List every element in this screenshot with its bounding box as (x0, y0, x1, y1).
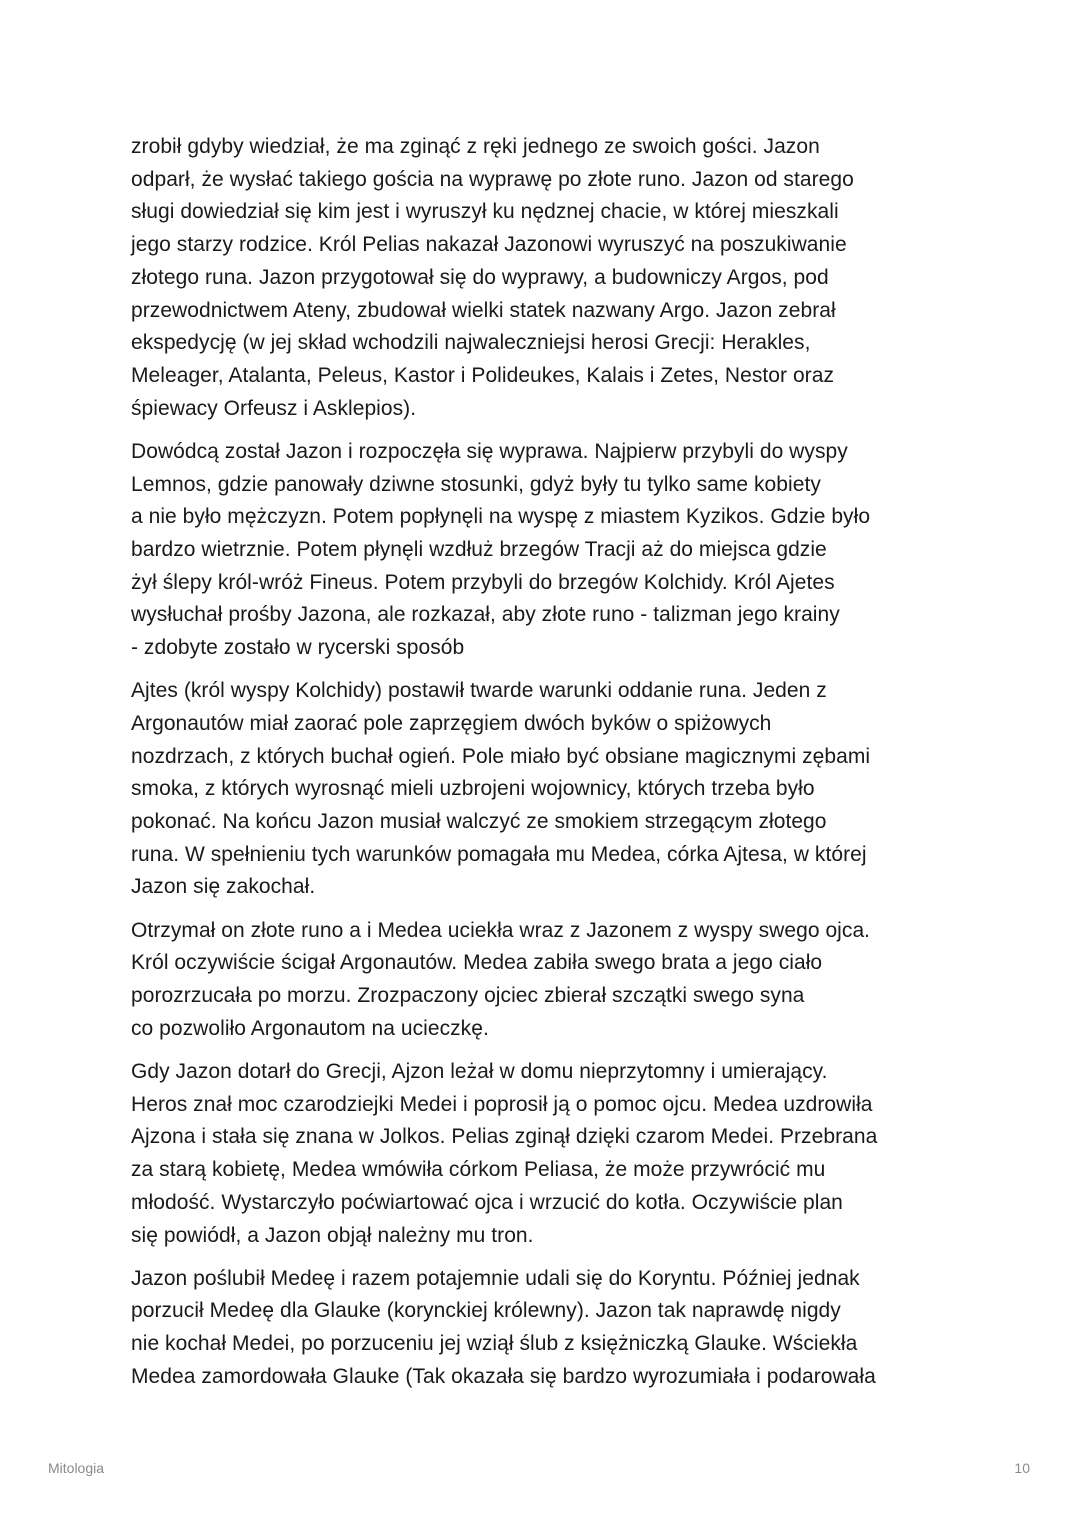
paragraph: Otrzymał on złote runo a i Medea uciekła wraz z Jazonem z wyspy swego ojca. Król oczywiście ścigał Argonautów. Medea zabiła swego brata a jego ciało porozrzucała po morzu. Zrozpaczony ojciec zbierał szczątki swego syna co pozwoliło Argonautom na ucieczkę. (131, 918, 871, 1040)
document-body (131, 131, 961, 1404)
paragraph: Ajtes (król wyspy Kolchidy) postawił twarde warunki oddanie runa. Jeden z Argonautów miał zaorać pole zaprzęgiem dwóch byków o spiżowych nozdrzach, z których buchał ogień. Pole miało być obsiane magicznymi zębami smoka, z których wyrosnąć mieli uzbrojeni wojownicy, których trzeba było pokonać. Na końcu Jazon musiał walczyć ze smokiem strzegącym złotego runa. W spełnieniu tych warunków pomagała mu Medea, córka Ajtesa, w której Jazon się zakochał. (131, 679, 871, 899)
page-number: 10 (1014, 1460, 1030, 1476)
paragraph: Dowódcą został Jazon i rozpoczęła się wyprawa. Najpierw przybyli do wyspy Lemnos, gdzie panowały dziwne stosunki, gdyż były tu tylko same kobiety a nie było mężczyzn. Potem popłynęli na wyspę z miastem Kyzikos. Gdzie było bardzo wietrznie. Potem płynęli wzdłuż brzegów Tracji aż do miejsca gdzie żył ślepy król-wróż Fineus. Potem przybyli do brzegów Kolchidy. Król Ajetes wysłuchał prośby Jazona, ale rozkazał, aby złote runo - talizman jego krainy - zdobyte zostało w rycerski sposób (131, 439, 871, 660)
footer-title: Mitologia (48, 1460, 105, 1476)
paragraph: Jazon poślubił Medeę i razem potajemnie udali się do Koryntu. Później jednak porzucił Medeę dla Glauke (korynckiej królewny). Jazon tak naprawdę nigdy nie kochał Medei, po porzuceniu jej wziął ślub z księżniczką Glauke. Wściekła Medea zamordowała Glauke (Tak okazała się bardzo wyrozumiała i podarowała (131, 1266, 876, 1388)
paragraph: Gdy Jazon dotarł do Grecji, Ajzon leżał w domu nieprzytomny i umierający. Heros znał moc czarodziejki Medei i poprosił ją o pomoc ojcu. Medea uzdrowiła Ajzona i stała się znana w Jolkos. Pelias zginął dzięki czarom Medei. Przebrana za starą kobietę, Medea wmówiła córkom Peliasa, że może przywrócić mu młodość. Wystarczyło poćwiartować ojca i wrzucić do kotła. Oczywiście plan się powiódł, a Jazon objął należny mu tron. (131, 1059, 878, 1247)
paragraph: zrobił gdyby wiedział, że ma zginąć z ręki jednego ze swoich gości. Jazon odparł, że wysłać takiego gościa na wyprawę po złote runo. Jazon od starego sługi dowiedział się kim jest i wyruszył ku nędznej chacie, w której mieszkali jego starzy rodzice. Król Pelias nakazał Jazonowi wyruszyć na poszukiwanie złotego runa. Jazon przygotował się do wyprawy, a budowniczy Argos, pod przewodnictwem Ateny, zbudował wielki statek nazwany Argo. Jazon zebrał ekspedycję (w jej skład wchodzili najwaleczniejsi herosi Grecji: Herakles, Meleager, Atalanta, Peleus, Kastor i Polideukes, Kalais i Zetes, Nestor oraz śpiewacy Orfeusz i Asklepios). (131, 135, 854, 420)
